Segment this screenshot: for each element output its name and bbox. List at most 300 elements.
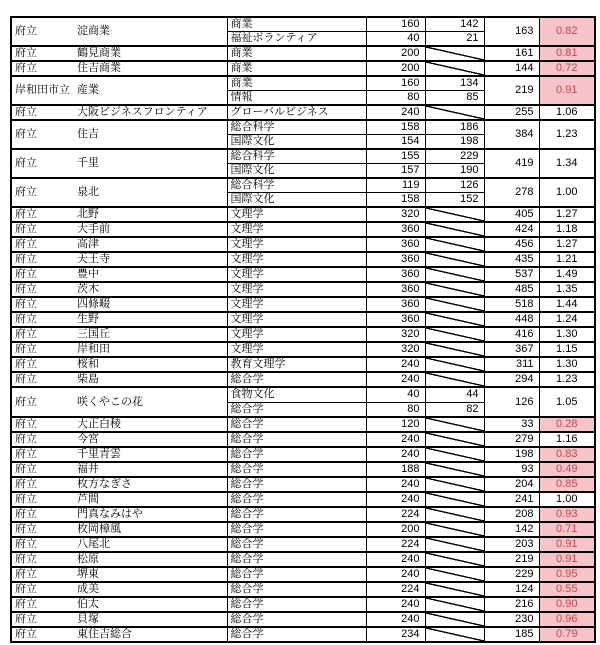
applicants-cell [425, 417, 484, 432]
applicants-cell [425, 105, 484, 120]
school-type-label: 府立 [15, 283, 37, 296]
school-name-label: 枚岡樟風 [77, 522, 121, 535]
table-row [11, 627, 595, 642]
ratio-cell: 0.91 [539, 552, 595, 567]
admission-table-body [11, 17, 595, 642]
department-cell: 情報 [227, 91, 366, 106]
school-name-label: 三国丘 [77, 328, 110, 341]
school-cell [11, 237, 227, 252]
school-cell [11, 447, 227, 462]
applicants-cell [425, 582, 484, 597]
diagonal-slash-icon [426, 418, 484, 431]
school-type-label: 府立 [15, 597, 37, 610]
diagonal-slash-icon [426, 538, 484, 551]
applicants-cell: 82 [425, 402, 484, 417]
ratio-cell: 1.27 [539, 237, 595, 252]
capacity-cell: 154 [366, 135, 425, 150]
department-cell: 文理学 [227, 252, 366, 267]
school-cell [11, 492, 227, 507]
school-name-label: 産業 [77, 84, 99, 97]
total-cell: 126 [484, 387, 539, 416]
school-type-label: 府立 [15, 106, 37, 119]
school-type-label: 府立 [15, 268, 37, 281]
diagonal-slash-icon [426, 478, 484, 491]
total-cell: 278 [484, 178, 539, 207]
capacity-cell: 240 [366, 567, 425, 582]
ratio-cell: 0.49 [539, 462, 595, 477]
table-row [11, 327, 595, 342]
applicants-cell [425, 46, 484, 61]
school-cell [11, 312, 227, 327]
school-type-label: 府立 [15, 343, 37, 356]
table-row [11, 105, 595, 120]
table-row [11, 61, 595, 76]
school-type-label: 府立 [15, 186, 37, 199]
total-cell: 161 [484, 46, 539, 61]
table-row [11, 597, 595, 612]
applicants-cell [425, 612, 484, 627]
ratio-cell: 0.28 [539, 417, 595, 432]
ratio-cell: 1.00 [539, 178, 595, 207]
school-type-label: 府立 [15, 47, 37, 60]
diagonal-slash-icon [426, 223, 484, 236]
school-type-label: 府立 [15, 208, 37, 221]
ratio-cell: 1.23 [539, 120, 595, 149]
school-name-label: 生野 [77, 313, 99, 326]
total-cell: 405 [484, 207, 539, 222]
ratio-cell: 0.83 [539, 447, 595, 462]
ratio-cell: 0.96 [539, 612, 595, 627]
total-cell: 219 [484, 552, 539, 567]
diagonal-slash-icon [426, 343, 484, 356]
ratio-cell: 1.24 [539, 312, 595, 327]
diagonal-slash-icon [426, 598, 484, 611]
capacity-cell: 240 [366, 477, 425, 492]
school-cell [11, 432, 227, 447]
school-type-label: 府立 [15, 507, 37, 520]
table-row [11, 46, 595, 61]
applicants-cell: 134 [425, 76, 484, 91]
department-cell: 総合科学 [227, 149, 366, 164]
school-name-label: 千里青雲 [77, 447, 121, 460]
school-type-label: 府立 [15, 157, 37, 170]
capacity-cell: 360 [366, 252, 425, 267]
total-cell: 435 [484, 252, 539, 267]
capacity-cell: 240 [366, 447, 425, 462]
ratio-cell: 0.72 [539, 61, 595, 76]
school-name-label: 大手前 [77, 223, 110, 236]
school-cell [11, 17, 227, 46]
department-cell: 総合学 [227, 537, 366, 552]
department-cell: 商業 [227, 61, 366, 76]
table-row [11, 252, 595, 267]
department-cell: 国際文化 [227, 193, 366, 208]
table-row [11, 267, 595, 282]
capacity-cell: 158 [366, 120, 425, 135]
capacity-cell: 160 [366, 76, 425, 91]
table-row [11, 207, 595, 222]
diagonal-slash-icon [426, 508, 484, 521]
capacity-cell: 320 [366, 342, 425, 357]
department-cell: 総合学 [227, 567, 366, 582]
capacity-cell: 360 [366, 237, 425, 252]
school-type-label: 府立 [15, 567, 37, 580]
table-row [11, 522, 595, 537]
school-type-label: 府立 [15, 62, 37, 75]
school-name-label: 大阪ビジネスフロンティア [77, 106, 208, 119]
school-cell [11, 282, 227, 297]
capacity-cell: 80 [366, 91, 425, 106]
applicants-cell [425, 507, 484, 522]
school-cell [11, 567, 227, 582]
applicants-cell [425, 372, 484, 387]
capacity-cell: 240 [366, 357, 425, 372]
table-row [11, 342, 595, 357]
table-row [11, 222, 595, 237]
applicants-cell [425, 462, 484, 477]
admission-table [10, 16, 596, 643]
ratio-cell: 1.21 [539, 252, 595, 267]
capacity-cell: 240 [366, 597, 425, 612]
ratio-cell: 1.15 [539, 342, 595, 357]
diagonal-slash-icon [426, 628, 484, 641]
ratio-cell: 0.91 [539, 537, 595, 552]
applicants-cell [425, 327, 484, 342]
school-type-label: 府立 [15, 128, 37, 141]
diagonal-slash-icon [426, 208, 484, 221]
school-type-label: 府立 [15, 238, 37, 251]
capacity-cell: 320 [366, 327, 425, 342]
capacity-cell: 155 [366, 149, 425, 164]
school-cell [11, 297, 227, 312]
school-name-label: 今宮 [77, 432, 99, 445]
school-name-label: 柴島 [77, 373, 99, 386]
school-cell [11, 252, 227, 267]
applicants-cell: 186 [425, 120, 484, 135]
capacity-cell: 360 [366, 222, 425, 237]
capacity-cell: 40 [366, 32, 425, 47]
table-row [11, 417, 595, 432]
total-cell: 255 [484, 105, 539, 120]
capacity-cell: 240 [366, 552, 425, 567]
diagonal-slash-icon [426, 47, 484, 60]
applicants-cell [425, 522, 484, 537]
applicants-cell: 229 [425, 149, 484, 164]
applicants-cell: 190 [425, 164, 484, 179]
school-name-label: 芦間 [77, 492, 99, 505]
department-cell: 総合科学 [227, 178, 366, 193]
capacity-cell: 40 [366, 387, 425, 402]
capacity-cell: 200 [366, 46, 425, 61]
school-type-label: 府立 [15, 328, 37, 341]
capacity-cell: 240 [366, 612, 425, 627]
diagonal-slash-icon [426, 268, 484, 281]
capacity-cell: 80 [366, 402, 425, 417]
diagonal-slash-icon [426, 358, 484, 371]
applicants-cell: 198 [425, 135, 484, 150]
school-type-label: 府立 [15, 447, 37, 460]
diagonal-slash-icon [426, 298, 484, 311]
ratio-cell: 0.95 [539, 567, 595, 582]
department-cell: 総合学 [227, 432, 366, 447]
capacity-cell: 158 [366, 193, 425, 208]
total-cell: 294 [484, 372, 539, 387]
total-cell: 198 [484, 447, 539, 462]
table-row [11, 492, 595, 507]
applicants-cell [425, 552, 484, 567]
school-cell [11, 582, 227, 597]
ratio-cell: 1.00 [539, 492, 595, 507]
capacity-cell: 320 [366, 207, 425, 222]
capacity-cell: 224 [366, 507, 425, 522]
total-cell: 219 [484, 76, 539, 105]
department-cell: 総合学 [227, 612, 366, 627]
total-cell: 456 [484, 237, 539, 252]
capacity-cell: 200 [366, 61, 425, 76]
total-cell: 367 [484, 342, 539, 357]
diagonal-slash-icon [426, 62, 484, 75]
capacity-cell: 240 [366, 372, 425, 387]
applicants-cell [425, 537, 484, 552]
capacity-cell: 360 [366, 312, 425, 327]
applicants-cell: 44 [425, 387, 484, 402]
ratio-cell: 1.49 [539, 267, 595, 282]
ratio-cell: 1.18 [539, 222, 595, 237]
school-name-label: 伯太 [77, 597, 99, 610]
total-cell: 203 [484, 537, 539, 552]
ratio-cell: 1.30 [539, 327, 595, 342]
department-cell: 食物文化 [227, 387, 366, 402]
department-cell: 国際文化 [227, 135, 366, 150]
total-cell: 230 [484, 612, 539, 627]
school-name-label: 茨木 [77, 283, 99, 296]
ratio-cell: 1.34 [539, 149, 595, 178]
school-name-label: 貝塚 [77, 612, 99, 625]
school-cell [11, 178, 227, 207]
total-cell: 518 [484, 297, 539, 312]
school-cell [11, 612, 227, 627]
total-cell: 33 [484, 417, 539, 432]
table-row [11, 76, 595, 91]
school-type-label: 府立 [15, 462, 37, 475]
department-cell: 総合学 [227, 627, 366, 642]
diagonal-slash-icon [426, 238, 484, 251]
ratio-cell: 0.91 [539, 76, 595, 105]
school-type-label: 府立 [15, 492, 37, 505]
capacity-cell: 240 [366, 105, 425, 120]
school-type-label: 府立 [15, 522, 37, 535]
capacity-cell: 234 [366, 627, 425, 642]
school-cell [11, 61, 227, 76]
department-cell: 文理学 [227, 342, 366, 357]
applicants-cell [425, 222, 484, 237]
total-cell: 311 [484, 357, 539, 372]
school-name-label: 枚方なぎさ [77, 477, 132, 490]
ratio-cell: 0.79 [539, 627, 595, 642]
department-cell: 商業 [227, 17, 366, 32]
school-cell [11, 46, 227, 61]
table-row [11, 582, 595, 597]
department-cell: 国際文化 [227, 164, 366, 179]
table-row [11, 387, 595, 402]
school-type-label: 府立 [15, 537, 37, 550]
school-type-label: 府立 [15, 25, 37, 38]
table-row [11, 567, 595, 582]
applicants-cell [425, 312, 484, 327]
admission-table-container [10, 16, 596, 643]
diagonal-slash-icon [426, 613, 484, 626]
school-cell [11, 537, 227, 552]
total-cell: 124 [484, 582, 539, 597]
school-name-label: 天王寺 [77, 253, 110, 266]
department-cell: 福祉ボランティア [227, 32, 366, 47]
school-type-label: 府立 [15, 612, 37, 625]
applicants-cell [425, 597, 484, 612]
diagonal-slash-icon [426, 553, 484, 566]
ratio-cell: 1.16 [539, 432, 595, 447]
table-row [11, 372, 595, 387]
ratio-cell: 1.05 [539, 387, 595, 416]
capacity-cell: 119 [366, 178, 425, 193]
diagonal-slash-icon [426, 313, 484, 326]
department-cell: 総合学 [227, 462, 366, 477]
department-cell: 教育文理学 [227, 357, 366, 372]
applicants-cell [425, 432, 484, 447]
school-type-label: 府立 [15, 552, 37, 565]
school-name-label: 淀商業 [77, 25, 110, 38]
school-cell [11, 372, 227, 387]
total-cell: 216 [484, 597, 539, 612]
school-type-label: 府立 [15, 313, 37, 326]
applicants-cell [425, 627, 484, 642]
ratio-cell: 0.93 [539, 507, 595, 522]
school-name-label: 八尾北 [77, 537, 110, 550]
school-cell [11, 222, 227, 237]
total-cell: 142 [484, 522, 539, 537]
school-cell [11, 417, 227, 432]
school-type-label: 府立 [15, 627, 37, 640]
school-cell [11, 342, 227, 357]
applicants-cell [425, 207, 484, 222]
diagonal-slash-icon [426, 463, 484, 476]
school-name-label: 泉北 [77, 186, 99, 199]
school-cell [11, 552, 227, 567]
school-cell [11, 76, 227, 105]
school-name-label: 成美 [77, 582, 99, 595]
school-type-label: 岸和田市立 [15, 84, 70, 97]
department-cell: 文理学 [227, 282, 366, 297]
table-row [11, 120, 595, 135]
applicants-cell [425, 447, 484, 462]
capacity-cell: 188 [366, 462, 425, 477]
total-cell: 93 [484, 462, 539, 477]
department-cell: 総合学 [227, 582, 366, 597]
department-cell: 総合学 [227, 492, 366, 507]
applicants-cell [425, 567, 484, 582]
school-name-label: 四條畷 [77, 298, 110, 311]
applicants-cell [425, 492, 484, 507]
school-type-label: 府立 [15, 253, 37, 266]
diagonal-slash-icon [426, 493, 484, 506]
school-cell [11, 105, 227, 120]
school-name-label: 北野 [77, 208, 99, 221]
school-cell [11, 507, 227, 522]
capacity-cell: 240 [366, 492, 425, 507]
capacity-cell: 240 [366, 432, 425, 447]
table-row [11, 312, 595, 327]
department-cell: 文理学 [227, 297, 366, 312]
total-cell: 241 [484, 492, 539, 507]
department-cell: 総合学 [227, 447, 366, 462]
school-type-label: 府立 [15, 395, 37, 408]
school-type-label: 府立 [15, 432, 37, 445]
capacity-cell: 360 [366, 297, 425, 312]
table-row [11, 477, 595, 492]
school-cell [11, 207, 227, 222]
applicants-cell [425, 342, 484, 357]
applicants-cell: 152 [425, 193, 484, 208]
department-cell: 総合学 [227, 417, 366, 432]
ratio-cell: 1.06 [539, 105, 595, 120]
applicants-cell [425, 61, 484, 76]
table-row [11, 282, 595, 297]
school-cell [11, 149, 227, 178]
capacity-cell: 160 [366, 17, 425, 32]
department-cell: 文理学 [227, 312, 366, 327]
applicants-cell [425, 267, 484, 282]
school-name-label: 岸和田 [77, 343, 110, 356]
capacity-cell: 224 [366, 537, 425, 552]
table-row [11, 462, 595, 477]
school-name-label: 鶴見商業 [77, 47, 121, 60]
applicants-cell [425, 282, 484, 297]
table-row [11, 552, 595, 567]
school-type-label: 府立 [15, 298, 37, 311]
ratio-cell: 0.55 [539, 582, 595, 597]
school-name-label: 住吉商業 [77, 62, 121, 75]
school-type-label: 府立 [15, 373, 37, 386]
capacity-cell: 360 [366, 267, 425, 282]
total-cell: 279 [484, 432, 539, 447]
diagonal-slash-icon [426, 523, 484, 536]
department-cell: 文理学 [227, 237, 366, 252]
ratio-cell: 1.27 [539, 207, 595, 222]
school-cell [11, 462, 227, 477]
applicants-cell [425, 357, 484, 372]
school-cell [11, 627, 227, 642]
ratio-cell: 0.90 [539, 597, 595, 612]
school-name-label: 住吉 [77, 128, 99, 141]
applicants-cell: 126 [425, 178, 484, 193]
department-cell: 文理学 [227, 327, 366, 342]
total-cell: 419 [484, 149, 539, 178]
school-name-label: 門真なみはや [77, 507, 143, 520]
table-row [11, 537, 595, 552]
applicants-cell: 85 [425, 91, 484, 106]
school-type-label: 府立 [15, 477, 37, 490]
total-cell: 424 [484, 222, 539, 237]
diagonal-slash-icon [426, 433, 484, 446]
school-name-label: 福井 [77, 462, 99, 475]
capacity-cell: 120 [366, 417, 425, 432]
department-cell: 総合学 [227, 372, 366, 387]
department-cell: グローバルビジネス [227, 105, 366, 120]
ratio-cell: 1.30 [539, 357, 595, 372]
school-name-label: 東住吉総合 [77, 627, 132, 640]
department-cell: 文理学 [227, 222, 366, 237]
school-name-label: 大正白稜 [77, 417, 121, 430]
total-cell: 185 [484, 627, 539, 642]
